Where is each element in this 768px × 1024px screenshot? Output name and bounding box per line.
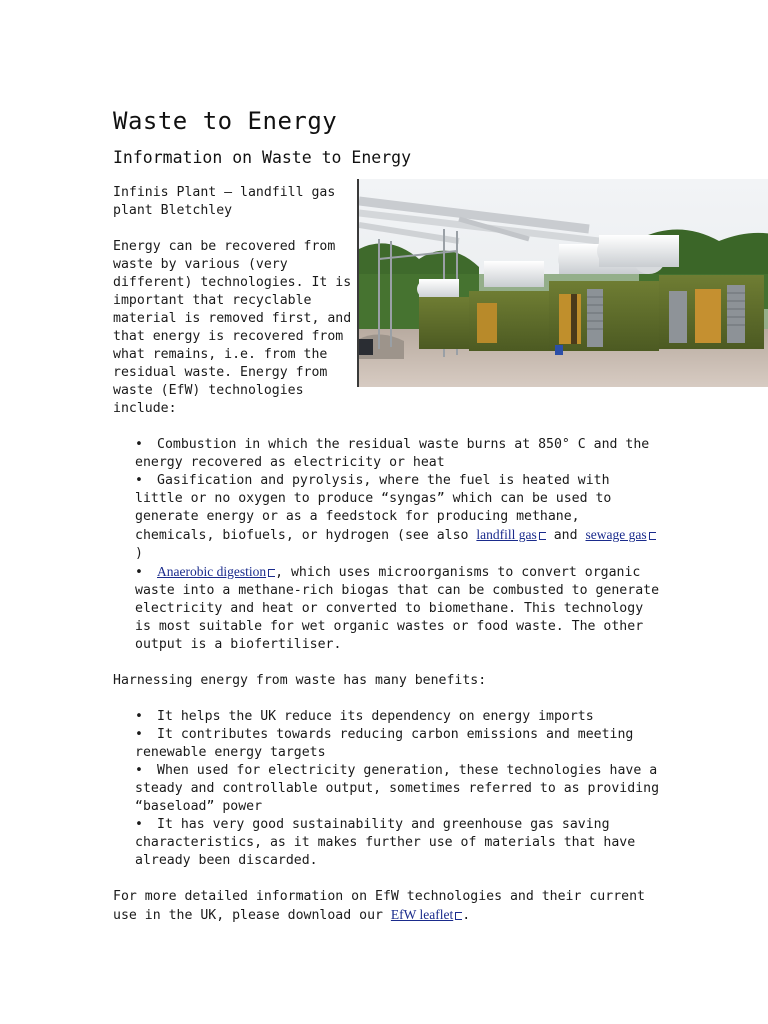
benefits-list [113, 708, 659, 870]
landfill-gas-link[interactable]: landfill gas [476, 527, 545, 542]
list-item: • Anaerobic digestion , which uses microorganisms to convert organic waste into a methane-rich biogas that can be combusted to generate electricity and heat or converted to biomethane. This technology is most suitable for wet organic wastes or food waste. The other output is a biofertiliser. [135, 564, 660, 652]
list-item: • It helps the UK reduce its dependency on energy imports [135, 709, 594, 724]
list-item: • Gasification and pyrolysis, where the fuel is heated with little or no oxygen to produce “syngas” which can be used to generate energy or as a feedstock for producing methane, chemicals, biofuels, or hydrogen (see also landfill gas and sewage gas) [135, 472, 659, 563]
document-body [113, 104, 659, 925]
anaerobic-digestion-link[interactable]: Anaerobic digestion [157, 564, 275, 579]
landfill-gas-plant-photo [357, 179, 768, 387]
sewage-gas-link[interactable]: sewage gas [585, 527, 655, 542]
benefits-intro: Harnessing energy from waste has many benefits: [113, 673, 487, 688]
footer-paragraph: For more detailed information on EfW technologies and their current use in the UK, please download our EfW leaflet . [113, 889, 645, 923]
list-item: • It has very good sustainability and greenhouse gas saving characteristics, as it makes further use of materials that have already been discarded. [135, 817, 636, 868]
page-subtitle: Information on Waste to Energy [113, 148, 412, 167]
external-link-icon [649, 532, 656, 540]
page-title: Waste to Energy [113, 107, 338, 135]
external-link-icon [539, 532, 546, 540]
technologies-list [113, 436, 659, 654]
intro-paragraph: Energy can be recovered from waste by various (very different) technologies. It is important that recyclable material is removed first, and that energy is recovered from what remains, i.e. from the residual waste. Energy from waste (EfW) technologies include: [113, 239, 352, 416]
list-item: • It contributes towards reducing carbon emissions and meeting renewable energy targets [135, 727, 634, 760]
list-item: • When used for electricity generation, these technologies have a steady and controllable output, sometimes referred to as providing “baseload” power [135, 763, 660, 814]
efw-leaflet-link[interactable]: EfW leaflet [391, 907, 462, 922]
photo-caption: Infinis Plant – landfill gas plant Bletchley [113, 185, 336, 218]
list-item: • Combustion in which the residual waste burns at 850° C and the energy recovered as electricity or heat [135, 437, 650, 470]
intro-section [113, 184, 659, 418]
